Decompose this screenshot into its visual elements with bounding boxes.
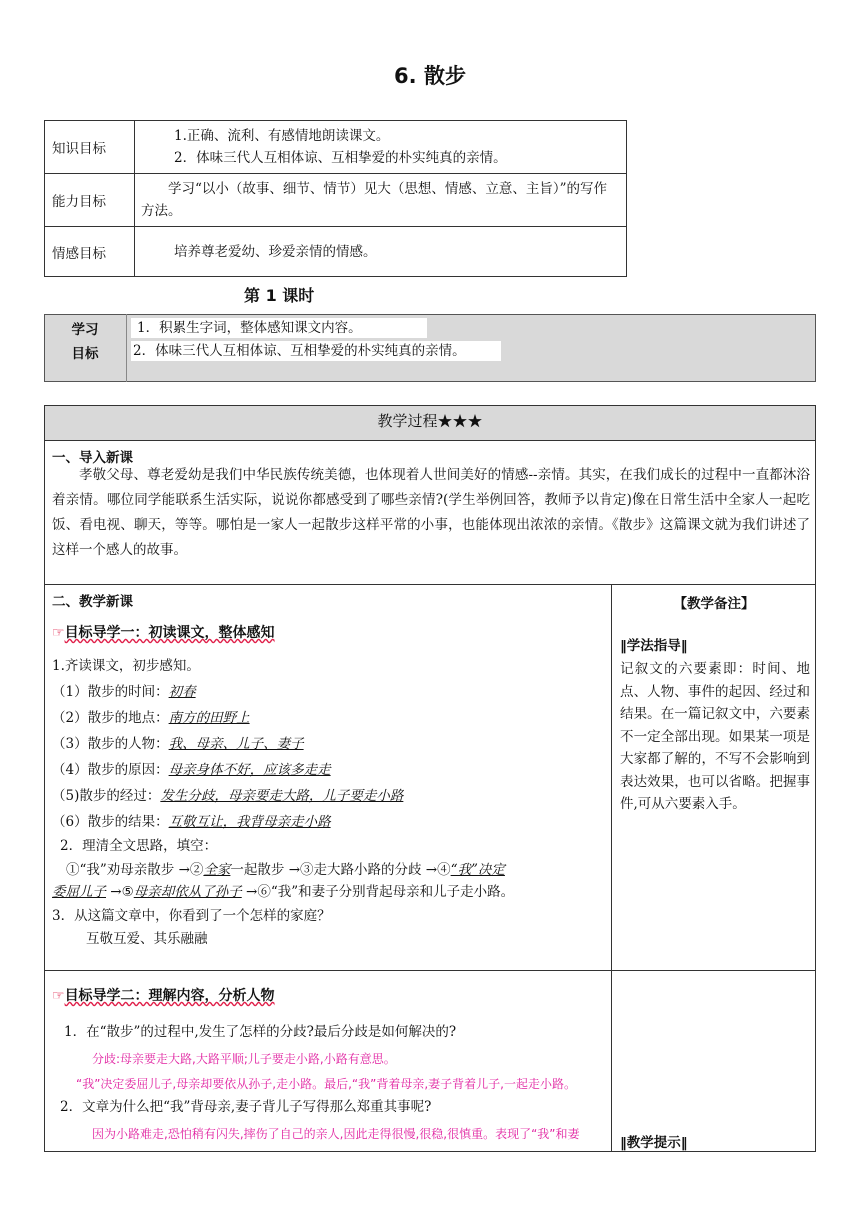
page-title: 6. 散步 [394, 64, 466, 88]
flow-line [52, 882, 514, 902]
guide-heading [52, 622, 275, 642]
tip-title: ‖教学提示‖ [620, 1135, 688, 1151]
objective-label: 知识目标 [45, 121, 135, 174]
objective-text [135, 227, 627, 277]
guide-title: 目标导学二：理解内容，分析人物 [64, 988, 275, 1004]
lesson-title: 第 1 课时 [244, 286, 315, 305]
study-goals-label-line: 目标 [71, 346, 99, 362]
study-goal-1: 1．积累生字词，整体感知课文内容。 [131, 318, 427, 338]
flow-answer: “我”决定 [450, 862, 505, 878]
pointing-hand-icon: ☞ [52, 988, 65, 1004]
objective-row [45, 174, 627, 227]
answer: 因为小路难走,恐怕稍有闪失,摔伤了自己的亲人,因此走得很慢,很稳,很慎重。表现了“我”和妻 [92, 1127, 580, 1141]
section-title: 二、教学新课 [52, 594, 133, 610]
item-label: （2）散步的地点： [52, 710, 169, 726]
method-text: 记叙文的六要素即：时间、地点、人物、事件的起因、经过和结果。在一篇记叙文中，六要素不一定全部出现。如果某一项是大家都了解的，不写不会影响到表达效果，也可以省略。把握事件,可从六要素入手。 [620, 661, 810, 812]
notes-header: 【教学备注】 [673, 596, 755, 612]
guide-title: 目标导学一：初读课文，整体感知 [64, 625, 275, 641]
guide-heading [52, 985, 275, 1005]
item-answer: 母亲身体不好，应该多走走 [168, 762, 331, 778]
divider [126, 314, 127, 382]
item-answer: 互敬互让，我背母亲走小路 [168, 814, 331, 830]
flow-text: 一起散步 →③走大路小路的分歧 →④ [230, 862, 451, 878]
list-item [52, 682, 196, 702]
answer: 互敬互爱、其乐融融 [86, 931, 208, 947]
question: 3．从这篇文章中，你看到了一个怎样的家庭？ [52, 908, 331, 924]
objective-label: 能力目标 [45, 174, 135, 227]
flow-line [66, 860, 505, 880]
item-answer: 我、母亲、儿子、妻子 [168, 736, 304, 752]
item-answer: 初春 [168, 684, 196, 700]
pointing-hand-icon: ☞ [52, 625, 65, 641]
divider [44, 584, 816, 585]
method-title: ‖学法指导‖ [620, 638, 688, 654]
section-title: 一、导入新课 [52, 450, 133, 466]
item-label: （6）散步的结果： [52, 814, 169, 830]
flow-answer: 母亲却依从了孙子 [133, 884, 242, 900]
flow-answer: 全家 [203, 862, 231, 878]
list-item [52, 708, 250, 728]
item-label: （1）散步的时间： [52, 684, 169, 700]
intro-paragraph: 孝敬父母、尊老爱幼是我们中华民族传统美德，也体现着人世间美好的情感--亲情。其实，在我们成长的过程中一直都沐浴着亲情。哪位同学能联系生活实际，说说你都感受到了哪些亲情?(学生举例回答，教师予以肯定)像在日常生活中全家人一起吃饭、看电视、聊天，等等。哪怕是一家人一起散步这样平常的小事，也能体现出浓浓的亲情。《散步》这篇课文就为我们讲述了这样一个感人的故事。 [52, 467, 810, 558]
objective-line: 培养尊老爱幼、珍爱亲情的情感。 [174, 243, 377, 260]
study-goals-label-line: 学习 [71, 322, 99, 338]
divider [611, 584, 612, 1152]
answer: 分歧:母亲要走大路,大路平顺;儿子要走小路,小路有意思。 [92, 1052, 396, 1066]
item-answer: 南方的田野上 [168, 710, 250, 726]
objective-row [45, 227, 627, 277]
objective-row [45, 121, 627, 174]
question: 1．在“散步”的过程中,发生了怎样的分歧?最后分歧是如何解决的? [64, 1024, 457, 1040]
list-item [52, 786, 403, 806]
process-header: 教学过程★★★ [44, 405, 816, 441]
question: 2．理清全文思路，填空： [60, 838, 218, 854]
objective-text: 学习“以小（故事、细节、情节）见大（思想、情感、立意、主旨）”的写作方法。 [135, 174, 627, 227]
objective-line: 2．体味三代人互相体谅、互相挚爱的朴实纯真的亲情。 [174, 150, 507, 166]
item-label: （5)散步的经过： [52, 788, 161, 804]
study-goals-label [44, 318, 126, 366]
question: 2．文章为什么把“我”背母亲,妻子背儿子写得那么郑重其事呢? [60, 1099, 432, 1115]
flow-answer: 委屈儿子 [52, 884, 106, 900]
question: 1.齐读课文，初步感知。 [52, 658, 200, 674]
item-answer: 发生分歧，母亲要走大路，儿子要走小路 [160, 788, 404, 804]
divider [44, 970, 816, 971]
objective-text [135, 121, 627, 174]
objectives-table [44, 120, 627, 277]
study-goal-2: 2．体味三代人互相体谅、互相挚爱的朴实纯真的亲情。 [131, 341, 501, 361]
list-item [52, 760, 331, 780]
answer: “我”决定委屈儿子,母亲却要依从孙子,走小路。最后,“我”背着母亲,妻子背着儿子,一起走小路。 [76, 1077, 576, 1091]
objective-label: 情感目标 [45, 227, 135, 277]
list-item [52, 812, 331, 832]
list-item [52, 734, 304, 754]
flow-text: →⑥“我”和妻子分别背起母亲和儿子走小路。 [241, 884, 515, 900]
flow-text: ①“我”劝母亲散步 →② [66, 862, 204, 878]
objective-line: 1.正确、流利、有感情地朗读课文。 [174, 128, 390, 144]
item-label: （4）散步的原因： [52, 762, 169, 778]
flow-text: →⑤ [106, 884, 134, 900]
item-label: （3）散步的人物： [52, 736, 169, 752]
